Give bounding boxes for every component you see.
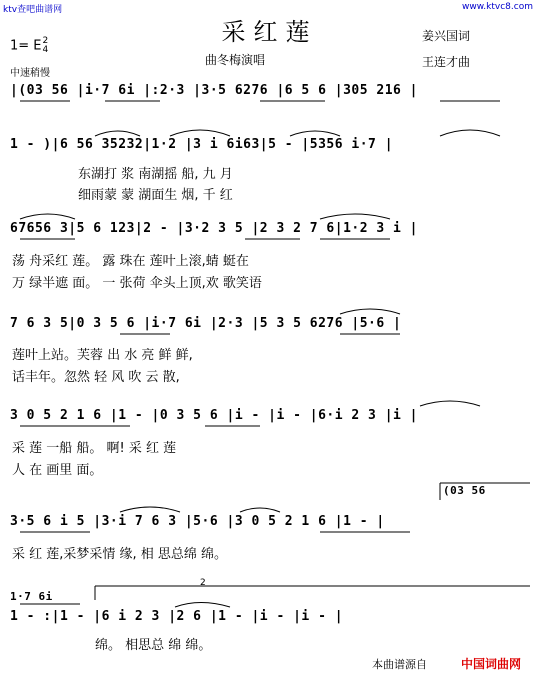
time-top: 2 — [42, 36, 49, 46]
notation-line-4: 7 6 3 5|0 3 5 6 |i·7 6i |2·3 |5 3 5 6276 |5·6 | — [10, 316, 402, 331]
footer-source-label: 本曲谱源自 — [372, 658, 427, 671]
notation-line-7: 1 - :|1 - |6 i 2 3 |2 6 |1 - |i - |i - | — [10, 609, 344, 624]
notation-line-3: 67656 3|5 6 123|2 - |3·2 3 5 |2 3 2 7 6|1·2 3 i | — [10, 221, 419, 236]
lyric-line-2b: 细雨蒙 蒙 湖面生 烟, 千 红 — [78, 188, 233, 203]
lyric-line-5b: 人 在 画里 面。 — [12, 463, 103, 478]
lyric-line-4b: 话丰年。忽然 轻 风 吹 云 散, — [12, 370, 180, 385]
lyric-line-4a: 莲叶上站。芙蓉 出 水 亮 鲜 鲜, — [12, 348, 193, 363]
watermark-right: www.ktvc8.com — [462, 2, 533, 12]
singer-credit: 曲冬梅演唱 — [205, 53, 266, 67]
notation-line-2: 1 - )|6 56 35232|1·2 |3 i 6i63|5 - |5356 i·7 | — [10, 137, 394, 152]
lyric-line-7: 绵。 相思总 绵 绵。 — [95, 638, 212, 653]
notation-line-5: 3 0 5 2 1 6 |1 - |0 3 5 6 |i - |i - |6·i 2 3 |i | — [10, 408, 419, 423]
volta-label: 2 — [200, 578, 206, 588]
lyric-line-5a: 采 莲 一船 船。 啊! 采 红 莲 — [12, 441, 177, 456]
lyricist-credit: 姜兴国词 — [422, 29, 471, 43]
volta-notes: (03 56 — [443, 484, 486, 497]
lyric-line-2a: 东湖打 浆 南湖摇 船, 九 月 — [78, 167, 233, 182]
watermark-left: ktv查吧曲谱网 — [3, 5, 63, 15]
line7-lead: 1·7 6i — [10, 590, 53, 603]
lyric-line-6: 采 红 莲,采梦采情 缘, 相 思总绵 绵。 — [12, 547, 228, 562]
footer-site-link[interactable]: 中国词曲网 — [461, 657, 522, 671]
key-label: 1= E — [10, 38, 42, 54]
song-title: 采红莲 — [221, 18, 318, 46]
lyric-line-3a: 荡 舟采红 莲。 露 珠在 莲叶上滚,蜻 蜓在 — [12, 254, 249, 269]
lyric-line-3b: 万 绿半遮 面。 一 张荷 伞头上顶,欢 歌笑语 — [12, 276, 262, 291]
notation-line-6: 3·5 6 i 5 |3·i 7 6 3 |5·6 |3 0 5 2 1 6 |1 - | — [10, 514, 385, 529]
tempo-marking: 中速稍慢 — [10, 68, 50, 79]
notation-line-1: |(03 56 |i·7 6i |:2·3 |3·5 6276 |6 5 6 |305 216 | — [10, 83, 419, 98]
composer-credit: 王连才曲 — [422, 55, 471, 69]
time-bottom: 4 — [42, 45, 49, 55]
